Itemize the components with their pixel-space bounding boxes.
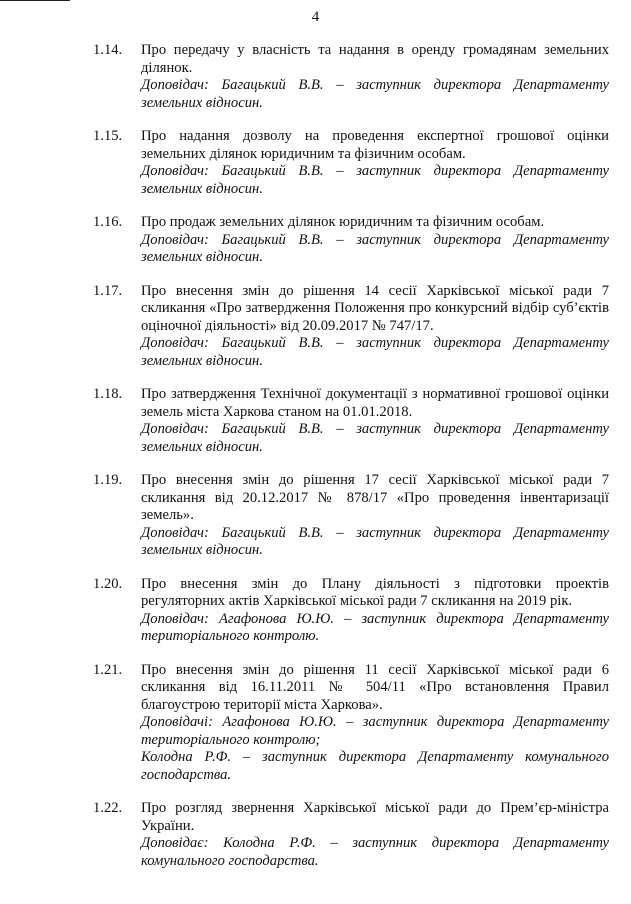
item-number: 1.17.: [93, 282, 123, 299]
agenda-list: [0, 42, 631, 886]
speaker-text: Доповідач: Багацький В.В. – заступник директора Департаменту земельних відносин.: [141, 421, 609, 455]
item-number: 1.19.: [93, 472, 123, 488]
item-title: Про надання дозволу на проведення експертної грошової оцінки земельних ділянок юридичним та фізичним особам.: [141, 128, 609, 162]
speaker-text: Доповідач: Багацький В.В. – заступник директора Департаменту земельних відносин.: [141, 163, 609, 197]
agenda-item: [0, 576, 631, 646]
agenda-item: [0, 800, 631, 870]
item-title: Про внесення змін до рішення 17 сесії Харківської міської ради 7 скликання від 20.12.2017 № 878/17 «Про проведення інвентаризації земель».: [141, 472, 609, 523]
item-title: Про затвердження Технічної документації з нормативної грошової оцінки земель міста Харкова станом на 01.01.2018.: [141, 386, 609, 420]
speaker-text: Доповідач: Багацький В.В. – заступник директора Департаменту земельних відносин.: [141, 335, 609, 369]
item-number: 1.14.: [93, 42, 123, 58]
item-number: 1.20.: [93, 575, 123, 592]
agenda-item: [0, 472, 631, 560]
speaker-text: Доповідач: Багацький В.В. – заступник директора Департаменту земельних відносин.: [141, 524, 609, 558]
agenda-item: [0, 128, 631, 198]
item-number: 1.15.: [93, 128, 123, 144]
item-title: Про розгляд звернення Харківської міської ради до Прем’єр-міністра України.: [141, 800, 609, 834]
speaker-text: Доповідає: Колодна Р.Ф. – заступник директора Департаменту комунального господарства.: [141, 835, 609, 869]
agenda-item: [0, 386, 631, 456]
speaker-text: Доповідач: Агафонова Ю.Ю. – заступник директора Департаменту територіального контролю.: [141, 610, 609, 644]
item-title: Про внесення змін до рішення 14 сесії Харківської міської ради 7 скликання «Про затвердження Положення про конкурсний відбір суб’єктів оціночної діяльності» від 20.09.2017 № 747/17.: [141, 282, 609, 334]
item-title: Про внесення змін до Плану діяльності з підготовки проектів регуляторних актів Харківської міської ради 7 скликання на 2019 рік.: [141, 575, 609, 609]
item-number: 1.18.: [93, 386, 123, 402]
agenda-item: [0, 214, 631, 267]
agenda-item: [0, 283, 631, 371]
page-number: 4: [311, 9, 320, 25]
speaker-text: Доповідач: Багацький В.В. – заступник директора Департаменту земельних відносин.: [141, 77, 609, 111]
top-rule: [0, 0, 70, 1]
agenda-item: [0, 662, 631, 785]
speaker-text: Доповідачі: Агафонова Ю.Ю. – заступник директора Департаменту територіального контролю;: [141, 714, 609, 748]
agenda-item: [0, 42, 631, 112]
item-title: Про внесення змін до рішення 11 сесії Харківської міської ради 6 скликання від 16.11.2011 № 504/11 «Про встановлення Правил благоустрою території міста Харкова».: [141, 661, 609, 713]
item-number: 1.16.: [93, 214, 123, 230]
item-title: Про передачу у власність та надання в оренду громадянам земельних ділянок.: [141, 42, 609, 76]
item-number: 1.21.: [93, 661, 123, 678]
item-number: 1.22.: [93, 800, 123, 816]
speaker-text: Доповідач: Багацький В.В. – заступник директора Департаменту земельних відносин.: [141, 231, 609, 265]
item-title: Про продаж земельних ділянок юридичним та фізичним особам.: [141, 214, 545, 230]
speaker-text: Колодна Р.Ф. – заступник директора Департаменту комунального господарства.: [141, 749, 609, 783]
